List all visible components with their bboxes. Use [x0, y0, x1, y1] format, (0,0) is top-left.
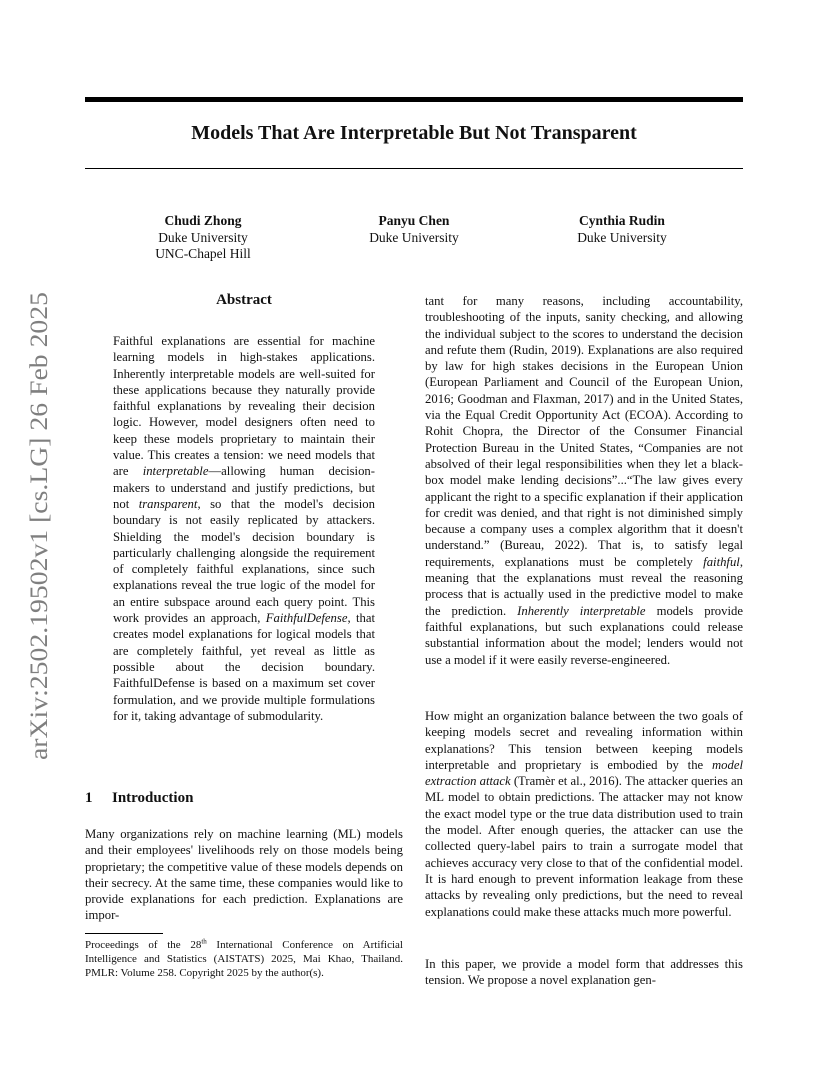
- title-top-rule: [85, 97, 743, 102]
- author-name: Panyu Chen: [378, 213, 450, 228]
- abstract-text: Faithful explanations are essential for machine learning models in high-stakes applications. Inherently interpretable models are well-suited for these applications because they naturally provide faithful explanations by revealing their decision logic. However, model designers often need to keep these models proprietary to maintain their value. This creates a tension: we need models that are interpretable—allowing human decision-makers to understand and justify predictions, but not transparent, so that the model's decision boundary is not easily replicated by attackers. Shielding the model's decision boundary is particularly challenging alongside the requirement of completely faithful explanations, since such explanations reveal the true logic of the model for an entire subspace around each query point. This work provides an approach, FaithfulDefense, that creates model explanations for logical models that are completely faithful, yet reveal as little as possible about the decision boundary. FaithfulDefense is based on a maximum set cover formulation, and we provide multiple formulations for it, taking advantage of submodularity.: [113, 334, 375, 723]
- author-affiliation: UNC-Chapel Hill: [155, 246, 251, 261]
- author-name: Chudi Zhong: [164, 213, 242, 228]
- section-heading: [85, 790, 193, 807]
- author-affiliation: Duke University: [158, 229, 248, 245]
- abstract-heading: Abstract: [216, 292, 272, 308]
- author-name: Cynthia Rudin: [579, 213, 665, 228]
- arxiv-identifier-stamp: [17, 290, 57, 760]
- author-affiliation: Duke University: [369, 229, 459, 245]
- arxiv-stamp-svg: [17, 290, 57, 760]
- footnote-rule: [85, 933, 163, 934]
- intro-paragraph: Many organizations rely on machine learning (ML) models and their employees' livelihoods rely on those models being proprietary; the competitive value of these models depends on their secrecy. At the same time, these companies would like to provide explanations for each prediction. Explanations are impor-: [85, 827, 403, 923]
- author-block: [324, 213, 504, 246]
- section-number: 1: [85, 790, 93, 806]
- section-title: Introduction: [112, 790, 194, 806]
- author-affiliation: Duke University: [577, 229, 667, 245]
- body-paragraph: In this paper, we provide a model form that addresses this tension. We propose a novel explanation gen-: [425, 957, 743, 988]
- body-paragraph: tant for many reasons, including accountability, troubleshooting of the inputs, sanity checking, and allowing the individual subject to the scores to understand the decision and refute them (Rudin, 2019). Explanations are also required by law for high stakes decisions in the European Union (European Parliament and Council of the European Union, 2016; Goodman and Flaxman, 2017) and in the United States, via the Equal Credit Opportunity Act (ECOA). According to Rohit Chopra, the Director of the Consumer Financial Protection Bureau in the United States, “Companies are not absolved of their legal responsibilities when they let a black-box model make lending decisions”...“The law gives every applicant the right to a specific explanation if their application for credit was denied, and that right is not diminished simply because a company uses a complex algorithm that it doesn't understand.” (Bureau, 2022). That is, to satisfy legal requirements, explanations must be completely faithful, meaning that the explanations must reveal the reasoning process that is actually used in the predictive model to make the prediction. Inherently interpretable models provide faithful explanations, but such explanations could release substantial information about the model; lenders would not use a model if it were easily reverse-engineered.: [425, 294, 743, 667]
- paper-title: Models That Are Interpretable But Not Transparent: [191, 122, 637, 144]
- arxiv-id-text: arXiv:2502.19502v1 [cs.LG] 26 Feb 2025: [26, 337, 53, 760]
- title-bottom-rule: [85, 168, 743, 169]
- footnote: Proceedings of the 28th International Conference on Artificial Intelligence and Statistics (AISTATS) 2025, Mai Khao, Thailand. PMLR: Volume 258. Copyright 2025 by the author(s).: [85, 937, 403, 979]
- author-block: [113, 213, 293, 263]
- author-block: [532, 213, 712, 246]
- body-paragraph: How might an organization balance between the two goals of keeping models secret and revealing information within explanations? This tension between keeping models interpretable and proprietary is embodied by the model extraction attack (Tramèr et al., 2016). The attacker queries an ML model to obtain predictions. The attacker may not know the exact model type or the true data distribution used to train the model. After enough queries, the attacker can use the collected query-label pairs to train a surrogate model that achieves accuracy very close to that of the confidential model. It is hard enough to prevent information leakage from these attacks by revealing only predictions, but the need to reveal explanations could make these attacks much more powerful.: [425, 709, 743, 919]
